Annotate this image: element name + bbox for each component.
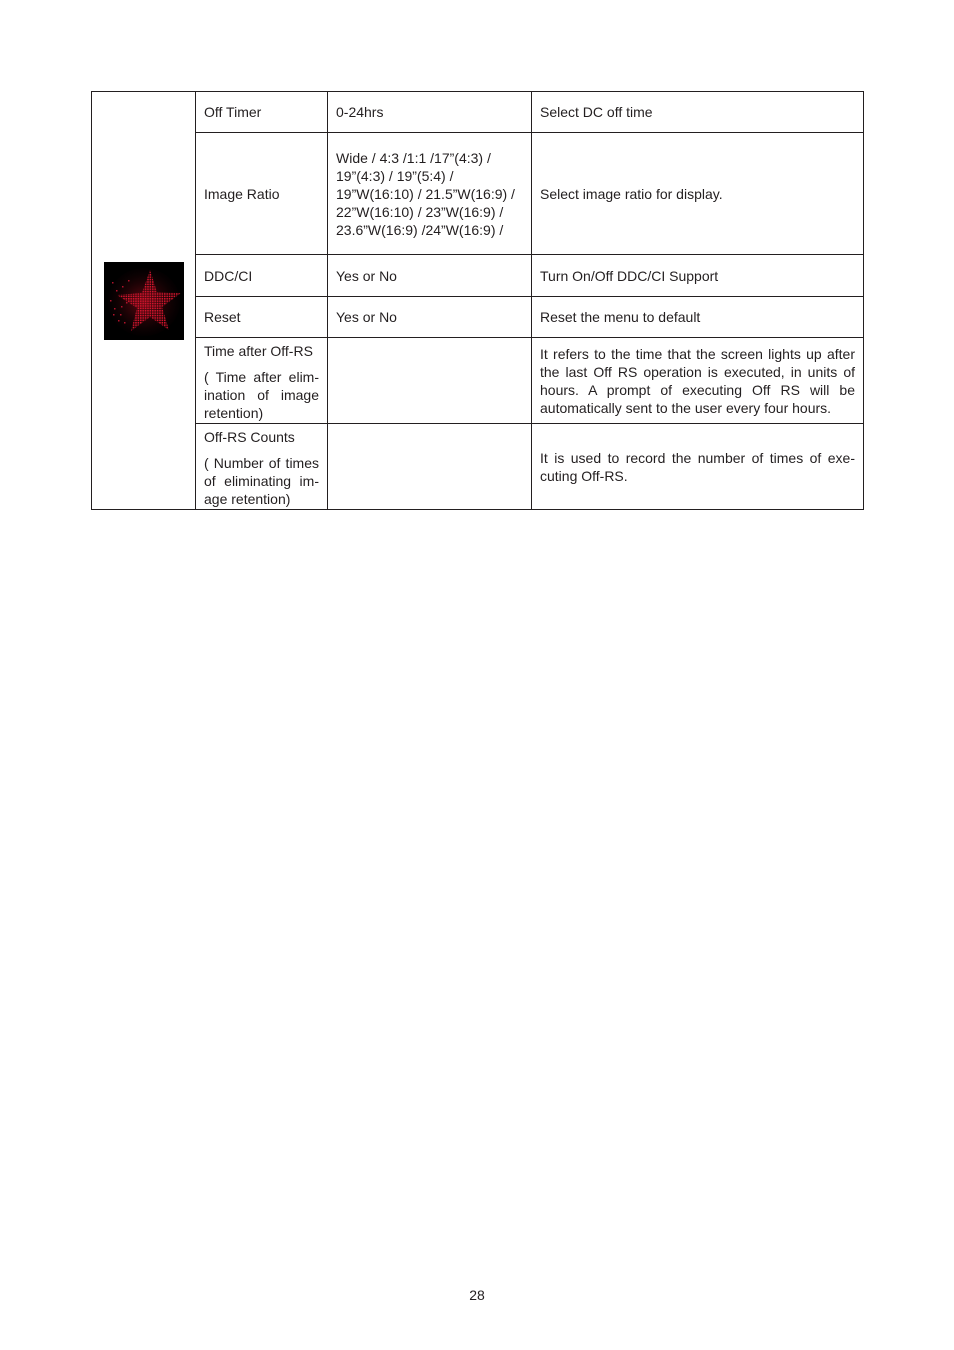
item-range: Yes or No [328, 255, 532, 297]
table-row [92, 338, 864, 424]
icon-cell [92, 92, 196, 510]
item-label: Time after Off-RS [204, 343, 313, 359]
item-note: ( Number of times of eliminating im-age retention) [204, 455, 319, 507]
table-row [92, 133, 864, 255]
red-star-icon [104, 262, 184, 340]
item-range: 0-24hrs [328, 92, 532, 133]
table-row [92, 92, 864, 133]
item-description: Select DC off time [532, 92, 864, 133]
item-range [328, 424, 532, 510]
range-line: Wide / 4:3 /1:1 /17”(4:3) / [336, 149, 491, 166]
item-range [328, 133, 532, 255]
item-description: Select image ratio for display. [532, 133, 864, 255]
item-range [328, 338, 532, 424]
range-line: 22”W(16:10) / 23”W(16:9) / [336, 203, 504, 220]
item-note: ( Time after elim-ination of image retention) [204, 369, 319, 421]
item-label: Off-RS Counts [204, 429, 295, 445]
item-label: DDC/CI [196, 255, 328, 297]
range-line: 23.6”W(16:9) /24”W(16:9) / [336, 221, 504, 238]
item-label-cell [196, 338, 328, 424]
page-number: 28 [469, 1287, 485, 1303]
item-description: Turn On/Off DDC/CI Support [532, 255, 864, 297]
osd-settings-table [91, 91, 864, 510]
table-row [92, 297, 864, 338]
item-range: Yes or No [328, 297, 532, 338]
item-label: Reset [196, 297, 328, 338]
table-row [92, 424, 864, 510]
range-line: 19”(4:3) / 19”(5:4) / [336, 167, 454, 184]
item-description: It is used to record the number of times of exe-cuting Off-RS. [532, 424, 864, 510]
item-description: Reset the menu to default [532, 297, 864, 338]
table-row [92, 255, 864, 297]
item-description: It refers to the time that the screen lights up after the last Off RS operation is executed, in units of hours. A prompt of executing Off RS will be automatically sent to the user every four hours. [532, 338, 864, 424]
range-line: 19”W(16:10) / 21.5”W(16:9) / [336, 185, 515, 202]
item-label: Off Timer [196, 92, 328, 133]
item-label: Image Ratio [196, 133, 328, 255]
item-label-cell [196, 424, 328, 510]
